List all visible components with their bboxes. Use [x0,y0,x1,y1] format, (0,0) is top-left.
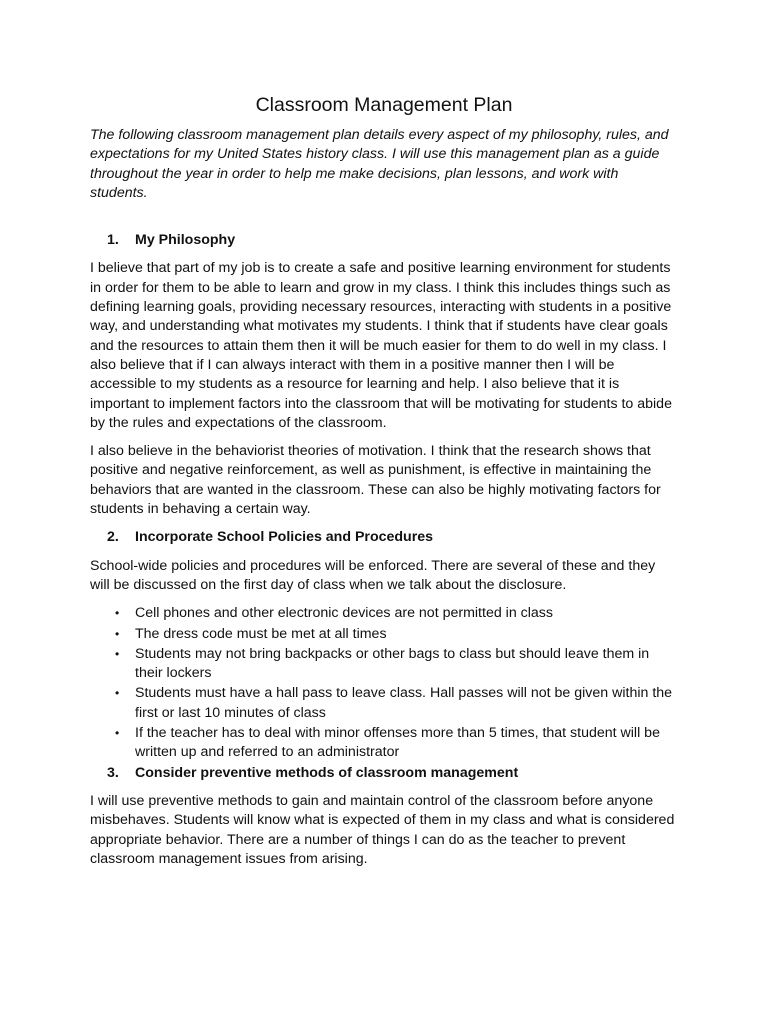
page-title: Classroom Management Plan [255,94,513,116]
section-my-philosophy [90,231,678,519]
section-heading [107,764,678,783]
section-title: Incorporate School Policies and Procedures [135,529,434,546]
list-item-text: The dress code must be met at all times [135,625,387,642]
section-number: 2. [107,529,119,546]
bullet-icon: • [115,606,120,621]
bullet-icon: • [115,686,120,701]
list-item [90,625,678,644]
list-item-text: Cell phones and other electronic devices are not permitted in class [135,605,553,622]
list-item-text: Students must have a hall pass to leave class. Hall passes will not be given within the first or last 10 minutes of class [135,685,673,721]
bullet-icon: • [115,726,120,741]
paragraph: I also believe in the behaviorist theories of motivation. I think that the research shows that positive and negative reinforcement, as well as punishment, is effective in maintaining the behaviors that are wanted in the classroom. These can also be highly motivating factors for students in behaving a certain way. [90,443,661,518]
bullet-icon: • [115,626,120,641]
paragraph: School-wide policies and procedures will be enforced. There are several of these and they will be discussed on the first day of class when we talk about the disclosure. [90,557,656,593]
section-title: Consider preventive methods of classroom management [135,764,519,781]
bullet-icon: • [115,646,120,661]
paragraph: I will use preventive methods to gain and maintain control of the classroom before anyone misbehaves. Students will know what is expected of them in my class and what is considered appropriate behavior. There are a number of things I can do as the teacher to prevent classroom management issues from arising. [90,792,675,867]
paragraph: I believe that part of my job is to create a safe and positive learning environment for students in order for them to be able to learn and grow in my class. I think this includes things such as defining learning goals, providing necessary resources, interacting with students in a positive way, and understanding what motivates my students. I think that if students have clear goals and the resources to attain them then it will be much easier for them to do well in my class. I also believe that if I can always interact with them in a positive manner then I will be accessible to my students as a resource for learning and help. I also believe that it is important to implement factors into the classroom that will be motivating for students to abide by the rules and expectations of the classroom. [90,260,672,431]
section-number: 3. [107,764,119,781]
list-item-text: If the teacher has to deal with minor offenses more than 5 times, that student will be written up and referred to an administrator [135,725,660,761]
list-item [90,684,678,723]
document-page [90,92,678,878]
list-item [90,604,678,623]
section-school-policies [90,528,678,762]
section-preventive-methods [90,764,678,869]
section-number: 1. [107,232,119,249]
section-heading [107,528,678,547]
policy-list [90,604,678,762]
intro-paragraph: The following classroom management plan details every aspect of my philosophy, rules, and expectations for my United States history class. I will use this management plan as a guide throughout the year in order to help me make decisions, plan lessons, and work with students. [90,127,669,201]
section-heading [107,231,678,250]
list-item [90,724,678,763]
list-item [90,645,678,684]
list-item-text: Students may not bring backpacks or other bags to class but should leave them in their lockers [135,645,650,682]
section-title: My Philosophy [135,232,236,249]
